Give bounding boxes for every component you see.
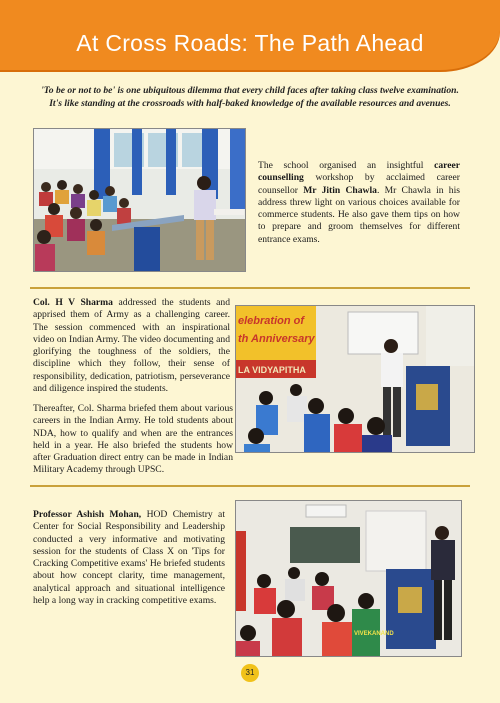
counsellor-name: Mr Jitin Chawla [303, 184, 377, 196]
shirt-text: VIVEKANAND [354, 631, 394, 637]
section-career-counselling-text: The school organised an insightful career counselling workshop by acclaimed career counsellor Mr Jitin Chawla. Mr Chawla in his address threw light on various choices available for commerce students. He also gave them tips on how to prepare and groom themselves for different entrance exams. [258, 160, 460, 245]
banner-text-2: th Anniversary [238, 333, 315, 345]
divider-2 [30, 485, 470, 487]
banner-text-1: elebration of [238, 315, 305, 327]
banner-text-3: LA VIDYAPITHA [238, 365, 306, 375]
section-army-text-bottom: Thereafter, Col. Sharma briefed them about various careers in the Indian Army. He told students about NDA, how to qualify and when are the entrances held in a year. He also briefed the students how after Graduation direct entry can be made in Indian Military Academy through UPSC. [33, 403, 233, 476]
photo-army-session [235, 305, 475, 453]
page-title: At Cross Roads: The Path Ahead [76, 30, 424, 56]
section-army-text-top: Col. H V Sharma addressed the students and apprised them of Army as a challenging career. The session commenced with an inspirational video on Indian Army. The video documenting and glorifying the toughness of the soldiers, the discipline which they follow, their sense of responsibility, dedication, patriotism, perseverance and diligence inspired the students. [33, 297, 230, 395]
section-competitive-exams-text: Professor Ashish Mohan, HOD Chemistry at Center for Social Responsibility and Leadership conducted a very informative and motivating session for the students of Class X on 'Tips for Cracking Competitive exams' He briefed students about how concept clarity, time management, analytical approach and situational intelligence help a long way in cracking competitive exams. [33, 509, 225, 607]
photo-competitive-exams [235, 500, 462, 657]
divider-1 [30, 287, 470, 289]
page-number-badge: 31 [241, 664, 259, 682]
highlight-career-counselling: career counselling [258, 160, 460, 184]
speaker-name-professor: Professor Ashish Mohan, [33, 509, 142, 520]
photo-career-counselling [33, 128, 246, 272]
intro-quote: 'To be or not to be' is one ubiquitous dilemma that every child faces after taking class twelve examination. It's like standing at the crossroads with half-baked knowledge of the available resources and avenues. [41, 85, 459, 109]
speaker-name-army: Col. H V Sharma [33, 297, 113, 308]
